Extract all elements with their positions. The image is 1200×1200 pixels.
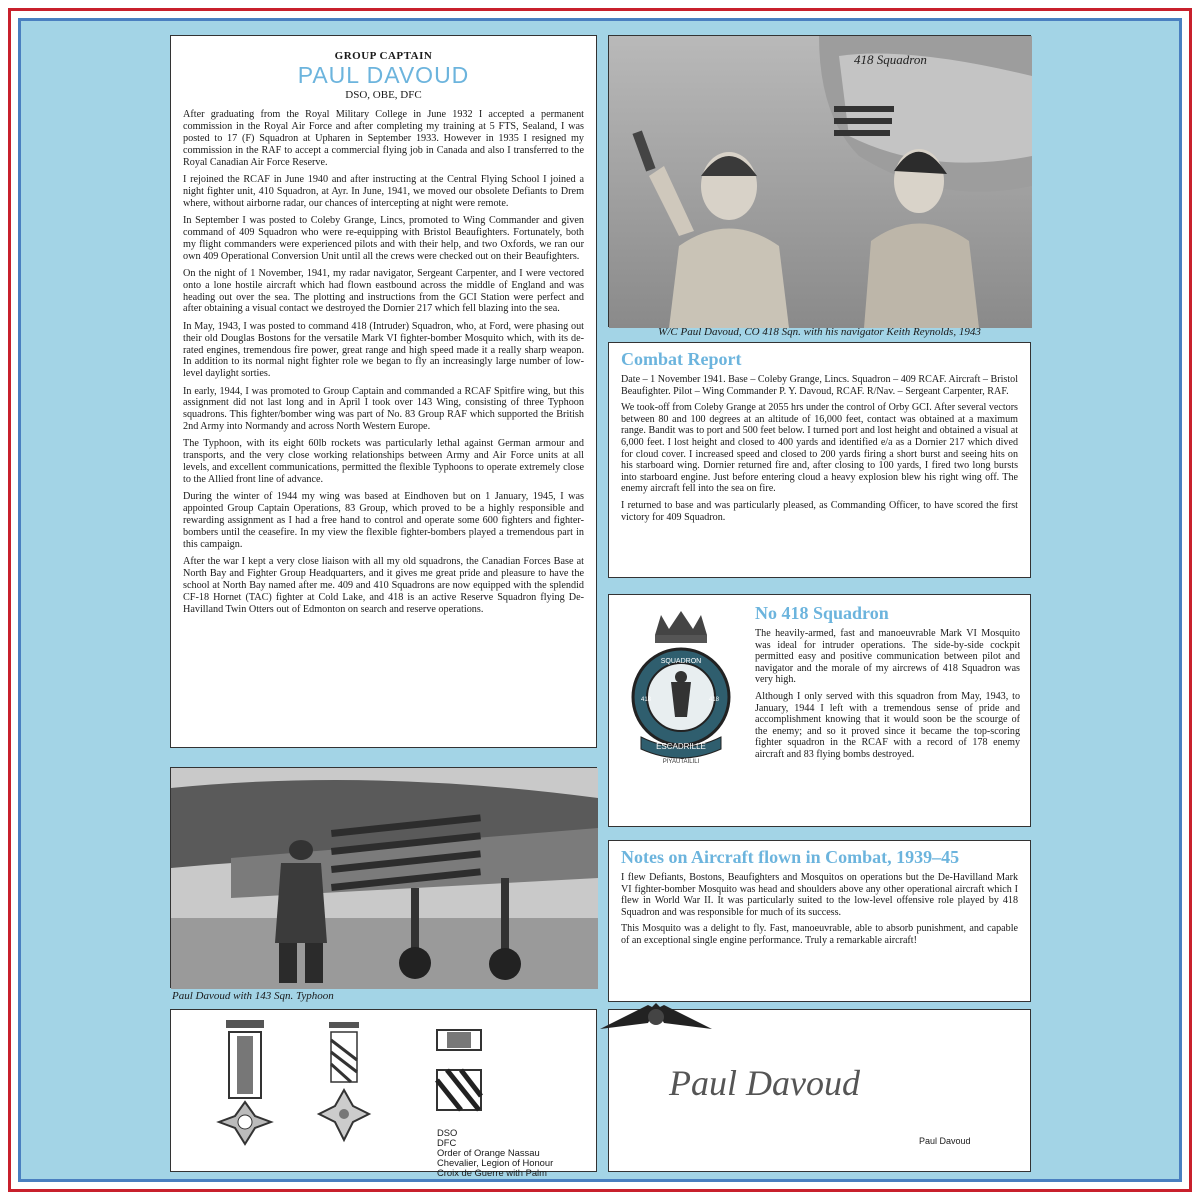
biography-panel: [170, 35, 597, 748]
bio-paragraph: In May, 1943, I was posted to command 418 (Intruder) Squadron, who, at Ford, were phasing out their old Douglas Bostons for the versatile Mark VI fighter-bomber Mosquito which, with its de-rated engines, tremendous fire power, great range and high speed made it a really sharp weapon. In addition to its normal night fighter role we began to fly an increasingly large number of low-level daylight sorties.: [183, 320, 584, 380]
honours-heading: DSO, OBE, DFC: [345, 89, 422, 101]
medal-item: Chevalier, Legion of Honour: [437, 1157, 554, 1168]
medal-item: Order of Orange Nassau: [437, 1147, 540, 1158]
medals-panel: [170, 1009, 597, 1178]
bio-paragraph: On the night of 1 November, 1941, my radar navigator, Sergeant Carpenter, and I were vectored onto a lone hostile aircraft which had flown eastbound across the middle of England and was heading out over the sea. The plotting and instructions from the GCI Station were perfect and after obtaining a visual contact we destroyed the Dornier 217 which fell blazing into the sea.: [183, 267, 584, 315]
top-photo: [608, 35, 1031, 327]
combat-report-panel: [608, 342, 1031, 578]
bio-paragraph: After the war I kept a very close liaison with all my old squadrons, the Canadian Forces Base at North Bay and Fighter Group Headquarters, and it gives me great pride and pleasure to have the school at North Bay named after me. 409 and 410 Squadrons are now equipped with the splendid CF-18 Hornet (TAC) fighter at Cold Lake, and 418 is an active Reserve Squadron flying De-Havilland Twin Otters out of Edmonton on search and reserve operations.: [183, 556, 584, 615]
typhoon-photo: [170, 767, 597, 988]
notes-paragraph: This Mosquito was a delight to fly. Fast, manoeuvrable, able to absorb punishment, and capable of an exceptional single engine performance. Truly a remarkable aircraft!: [621, 923, 1018, 946]
bio-paragraph: In September I was posted to Coleby Grange, Lincs, promoted to Wing Commander and given command of 409 Squadron who were re-equipping with Bristol Beaufighters. Fortunately, both my flight commanders were experienced pilots and with their help, and two Oxfords, we ran our own 409 Operational Conversion Unit until all the crews were checked out on their Beaufighters.: [183, 214, 584, 262]
squadron-text: [755, 603, 1020, 766]
name-heading: PAUL DAVOUD: [297, 62, 470, 88]
combat-paragraph: We took-off from Coleby Grange at 2055 hrs under the control of Orby GCI. After several vectors between 80 and 100 degrees at an altitude of 16,000 feet, contact was obtained at a maximum range. Bandit was to port and 500 feet below. I turned port and lost height and obtained a visual at 6,000 feet. I lost height and closed to 400 yards and identified e/a as a Dornier 217 which dived for cloud cover. I increased speed and closed to 200 yards firing a short burst and seeing hits on his starboard wing. Dornier returned fire and, after closing to 100 yards, I fired two long bursts into starboard engine. Just before entering cloud a heavy explosion blew his right wing off. The enemy aircraft fell into the sea on fire.: [621, 402, 1018, 495]
crest-text: 418: [641, 697, 652, 703]
dso-medal-icon: [219, 1020, 271, 1144]
typhoon-photo-illustration: [171, 768, 598, 989]
bio-paragraph: The Typhoon, with its eight 60lb rockets was particularly lethal against German armour and transports, and the very close working relationships between Army and Air Force units at all levels, and excellent communications, permitted the flexible Typhoons to operate extremely close to the Allied front line of advance.: [183, 438, 584, 486]
rcaf-wings-icon: [600, 1003, 712, 1033]
typhoon-photo-caption: Paul Davoud with 143 Sqn. Typhoon: [172, 990, 334, 1002]
medal-item: DSO: [437, 1127, 458, 1138]
squadron-title: No 418 Squadron: [755, 603, 889, 623]
notes-paragraph: I flew Defiants, Bostons, Beaufighters and Mosquitos on operations but the De-Havilland Mark VI fighter-bomber Mosquito was head and shoulders above any other operational aircraft which I flew in World War II. It was particularly suited to the low-level offensive role played by 418 Squadron and was responsible for much of its success.: [621, 872, 1018, 918]
ribbon-bars-icon: [437, 1030, 481, 1110]
dfc-medal-icon: [319, 1022, 369, 1140]
photo-inscription: 418 Squadron: [854, 52, 927, 67]
top-photo-caption: W/C Paul Davoud, CO 418 Sqn. with his navigator Keith Reynolds, 1943: [658, 326, 981, 338]
signature-name: Paul Davoud: [919, 1136, 971, 1146]
combat-paragraph: I returned to base and was particularly pleased, as Commanding Officer, to have scored the first victory for 409 Squadron.: [621, 499, 1018, 523]
signature-graphic: [609, 1010, 1032, 1173]
crest-text: PIYAUTAILILI: [662, 759, 700, 765]
combat-report-title: Combat Report: [621, 349, 742, 369]
aircraft-notes-panel: [608, 840, 1031, 1002]
bio-paragraph: I rejoined the RCAF in June 1940 and after instructing at the Central Flying School I joined a night fighter unit, 410 Squadron, at Ayr. In June, 1941, we moved our obsolete Defiants to Drem where, without airborne radar, our chances of intercepting at night were remote.: [183, 173, 584, 209]
pilots-photo-illustration: [609, 36, 1032, 328]
squadron-paragraph: Although I only served with this squadron from May, 1943, to January, 1944 I left with a tremendous sense of pride and accomplishment knowing that it would soon be the scourge of the enemy; and so it proved since it became the top-scoring fighter squadron in the RCAF with a record of 178 enemy aircraft and 83 flying bombs destroyed.: [755, 690, 1020, 760]
signature-panel: [608, 1009, 1031, 1172]
medal-item: DFC: [437, 1137, 457, 1148]
medal-list: [437, 1128, 553, 1178]
crest-text: ESCADRILLE: [656, 742, 706, 751]
bio-paragraph: During the winter of 1944 my wing was based at Eindhoven but on 1 January, 1945, I was appointed Group Captain Operations, 83 Group, which proved to be a highly responsible and rewarding assignment as I had a free hand to control and operate some 600 fighters and fighter-bombers until the ceasefire. In my view the flexible fighter-bombers played a tremendous part in this campaign.: [183, 491, 584, 550]
bio-paragraph: In early, 1944, I was promoted to Group Captain and commanded a RCAF Spitfire wing, but this assignment did not last long and in April I took over 143 Wing, consisting of three Typhoon squadrons. This fighter/bomber wing was part of No. 83 Group RAF which supported the British 2nd Army into Normandy and across North Western Europe.: [183, 385, 584, 433]
squadron-crest-icon: [621, 607, 741, 767]
medal-item: Croix de Guerre with Palm: [437, 1167, 547, 1178]
crest-text: 418: [709, 697, 720, 703]
squadron-panel: [608, 594, 1031, 827]
bio-paragraph: After graduating from the Royal Military College in June 1932 I accepted a permanent commission in the Royal Air Force and after completing my training at 5 FTS, Sealand, I was posted to 17 (F) Squadron at Upharen in September 1933. However in 1935 I resigned my commission in the RAF to accept a commercial flying job in Canada and also I transferred to the Royal Canadian Air Force Reserve.: [183, 109, 584, 168]
combat-paragraph: Date – 1 November 1941. Base – Coleby Grange, Lincs. Squadron – 409 RCAF. Aircraft – Bristol Beaufighter. Pilot – Wing Commander P. Y. Davoud, RCAF. R/Nav. – Sergeant Carpenter, RAF.: [621, 374, 1018, 397]
squadron-paragraph: The heavily-armed, fast and manoeuvrable Mark VI Mosquito was ideal for intruder operations. The side-by-side cockpit permitted easy and positive communication between pilot and navigator and the morale of my aircrews of 418 Squadron was very high.: [755, 628, 1020, 686]
signature-script: Paul Davoud: [669, 1063, 860, 1103]
rank-heading: GROUP CAPTAIN: [334, 50, 433, 62]
notes-title: Notes on Aircraft flown in Combat, 1939–45: [621, 847, 960, 867]
crest-text: SQUADRON: [660, 658, 702, 665]
